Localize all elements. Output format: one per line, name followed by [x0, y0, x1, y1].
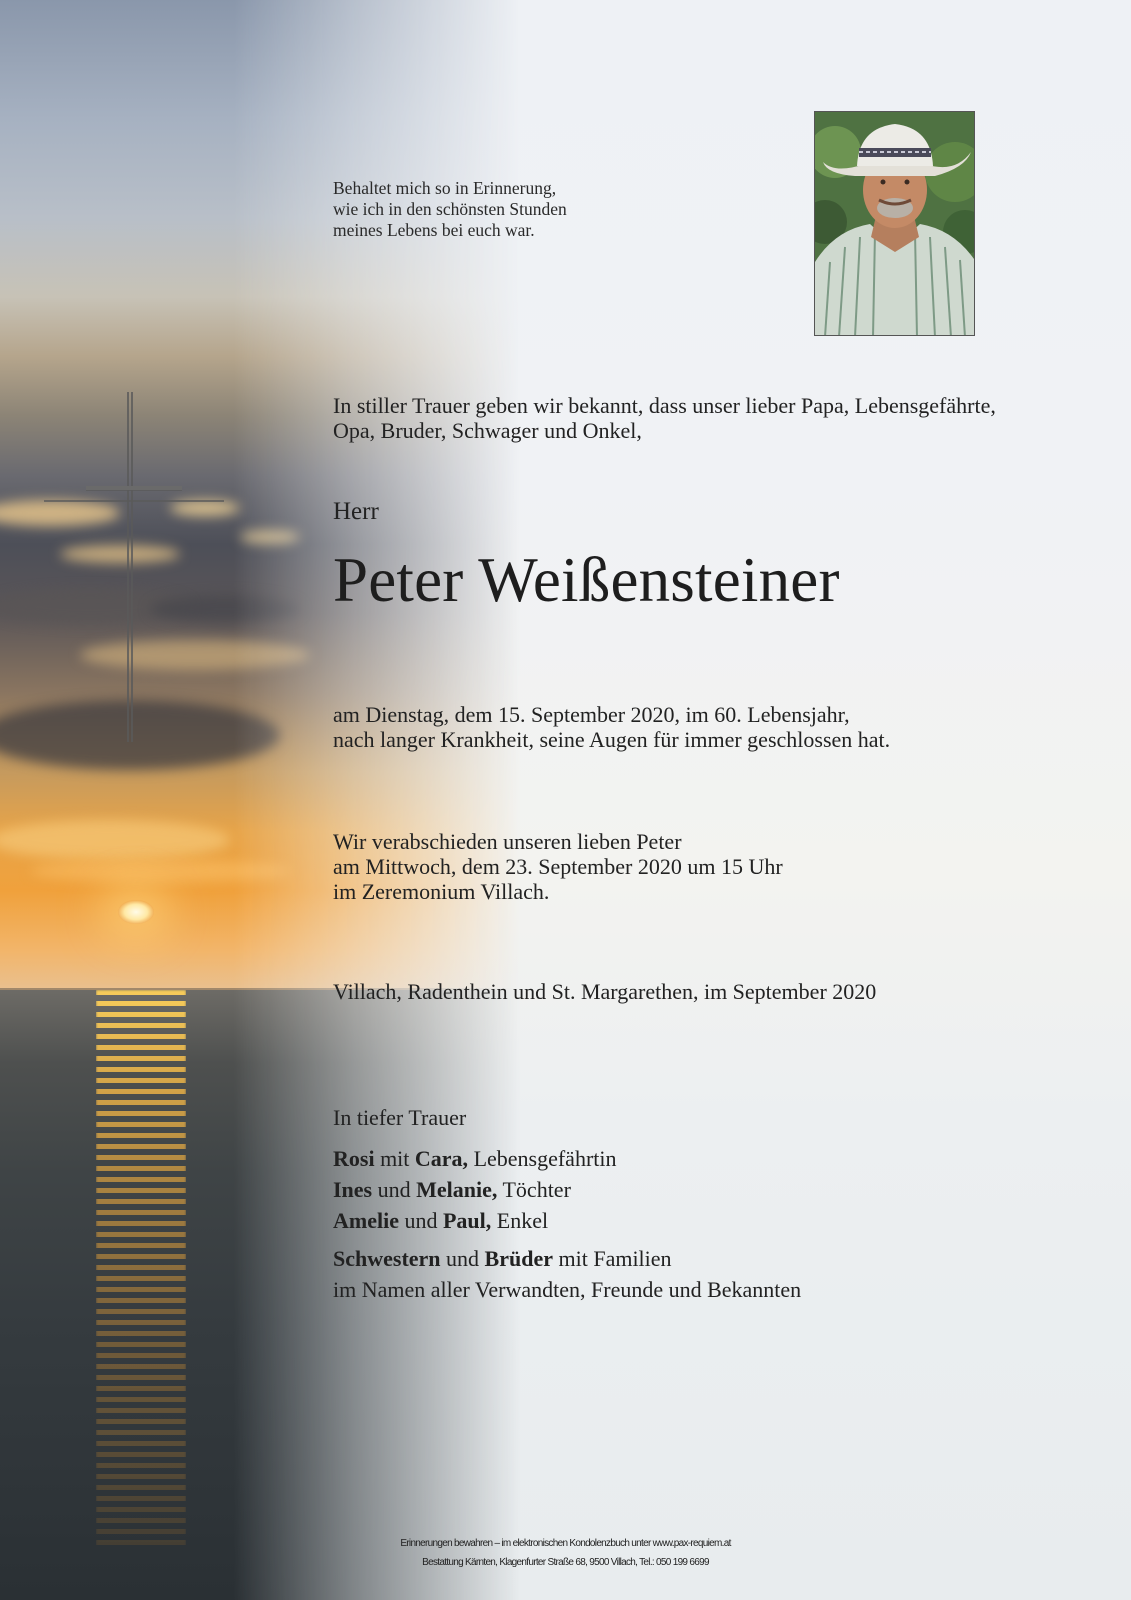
funeral-line: Wir verabschieden unseren lieben Peter: [333, 829, 682, 854]
mourner-relation: Töchter: [497, 1177, 571, 1202]
mourner-row: [333, 1143, 801, 1174]
mourner-name: Melanie,: [416, 1177, 498, 1202]
cloud: [240, 530, 300, 544]
death-notice: [333, 702, 890, 752]
cloud: [30, 860, 290, 882]
death-line: nach langer Krankheit, seine Augen für immer geschlossen hat.: [333, 727, 891, 752]
mourner-row: [333, 1205, 801, 1236]
mourner-conjunction: und: [372, 1177, 417, 1202]
motto-line: meines Lebens bei euch war.: [333, 220, 535, 240]
mourner-relation: Lebensgefährtin: [468, 1146, 617, 1171]
mourner-conjunction: mit: [374, 1146, 415, 1171]
funeral-notice: [333, 829, 783, 904]
funeral-line: im Zeremonium Villach.: [333, 879, 550, 904]
mourner-name: Paul,: [442, 1208, 492, 1233]
mourning-title: In tiefer Trauer: [333, 1105, 467, 1130]
motto: [333, 178, 567, 241]
footer-condolence-line: Erinnerungen bewahren – im elektronischen Kondolenzbuch unter www.pax-requiem.at: [400, 1538, 731, 1549]
salutation: Herr: [333, 498, 379, 525]
funeral-line: am Mittwoch, dem 23. September 2020 um 15 Uhr: [333, 854, 783, 879]
portrait-photo: [814, 111, 975, 336]
mourner-name: Schwestern: [333, 1246, 441, 1271]
motto-line: Behaltet mich so in Erinnerung,: [333, 178, 557, 198]
mourner-name: Brüder: [484, 1246, 553, 1271]
mourner-row: [333, 1243, 801, 1274]
mourner-name: Amelie: [333, 1208, 399, 1233]
intro-line: Opa, Bruder, Schwager und Onkel,: [333, 418, 642, 443]
mourner-conjunction: und: [440, 1246, 485, 1271]
portrait-illustration: [815, 112, 975, 336]
death-line: am Dienstag, dem 15. September 2020, im 60. Lebensjahr,: [333, 702, 850, 727]
mourners-list: [333, 1143, 801, 1305]
place-date: Villach, Radenthein und St. Margarethen, im September 2020: [333, 979, 877, 1004]
mourner-row: [333, 1174, 801, 1205]
cloud: [0, 820, 230, 860]
sun-reflection: [96, 990, 186, 1550]
sun: [118, 900, 154, 924]
mourner-name: Ines: [333, 1177, 373, 1202]
deceased-name: Peter Weißensteiner: [333, 545, 840, 615]
intro-line: In stiller Trauer geben wir bekannt, dass unser lieber Papa, Lebensgefährte,: [333, 393, 996, 418]
footer-undertaker-line: Bestattung Kärnten, Klagenfurter Straße 68, 9500 Villach, Tel.: 050 199 6699: [422, 1557, 709, 1568]
motto-line: wie ich in den schönsten Stunden: [333, 199, 567, 219]
mourner-name: Cara,: [414, 1146, 469, 1171]
cross-icon: [44, 392, 224, 742]
mourner-row-closing: im Namen aller Verwandten, Freunde und Bekannten: [333, 1277, 802, 1302]
mourner-relation: Enkel: [491, 1208, 549, 1233]
intro-text: [333, 393, 1053, 443]
mourner-relation: mit Familien: [553, 1246, 672, 1271]
mourner-name: Rosi: [333, 1146, 375, 1171]
footer: [0, 1534, 1131, 1572]
mourner-conjunction: und: [398, 1208, 443, 1233]
